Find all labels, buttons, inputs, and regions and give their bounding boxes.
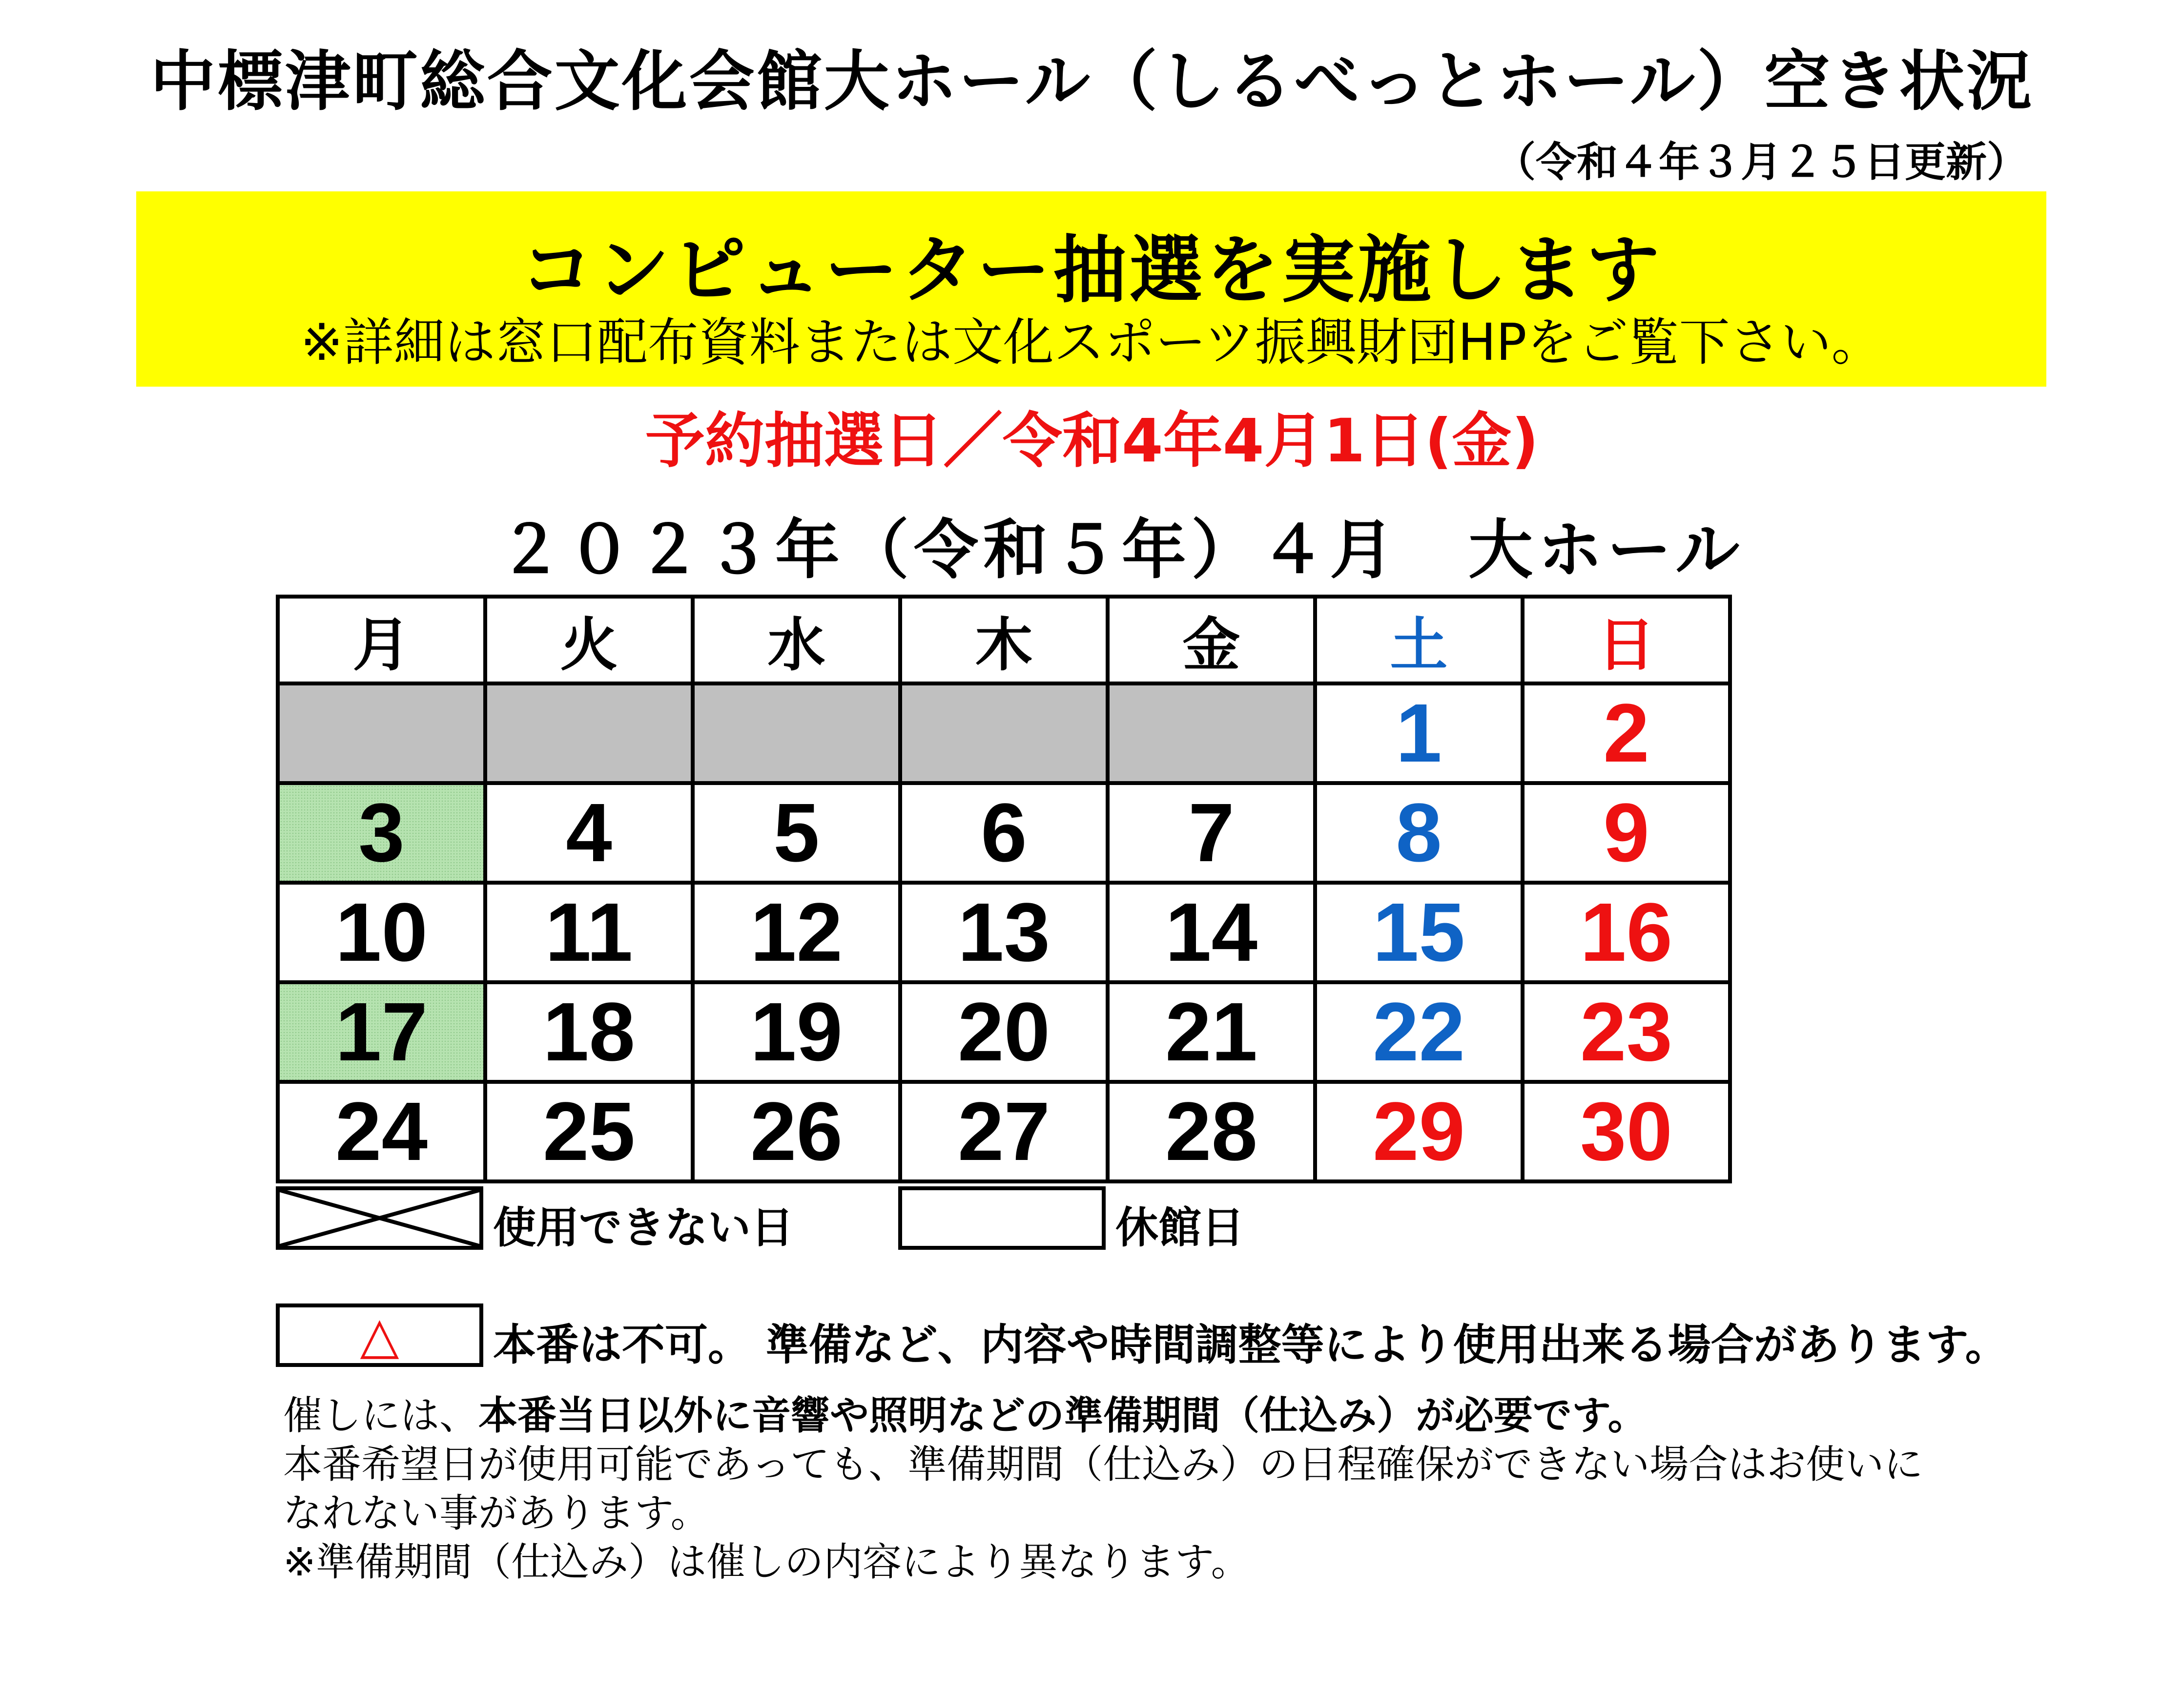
legend-unavailable-swatch <box>276 1186 483 1250</box>
day-cell: 29 <box>1315 1082 1523 1181</box>
calendar-week-row <box>278 1082 1730 1181</box>
day-cell: 18 <box>485 982 693 1082</box>
day-cell: 28 <box>1108 1082 1315 1181</box>
day-cell: 10 <box>278 883 485 982</box>
calendar-week-row <box>278 982 1730 1082</box>
legend-closed-swatch <box>898 1186 1106 1250</box>
empty-day-cell <box>900 683 1108 783</box>
weekday-header: 木 <box>900 597 1108 683</box>
update-date: （令和４年３月２５日更新） <box>1494 138 2028 186</box>
page-title: 中標津町総合文化会館大ホール（しるべっとホール）空き状況 <box>150 43 2034 120</box>
lottery-date: 予約抽選日／令和4年4月1日(金) <box>645 406 1539 476</box>
day-cell: 15 <box>1315 883 1523 982</box>
calendar-title: ２０２３年（令和５年）４月 大ホール <box>498 513 1745 588</box>
day-cell: 3 <box>278 783 485 883</box>
day-cell: 23 <box>1523 982 1730 1082</box>
empty-day-cell <box>278 683 485 783</box>
empty-day-cell <box>1108 683 1315 783</box>
day-cell: 5 <box>693 783 900 883</box>
day-cell: 1 <box>1315 683 1523 783</box>
calendar-table <box>276 595 1732 1183</box>
day-cell: 24 <box>278 1082 485 1181</box>
calendar-week-row <box>278 683 1730 783</box>
weekday-header: 日 <box>1523 597 1730 683</box>
day-cell: 4 <box>485 783 693 883</box>
legend-conditional-label: 本番は不可。 準備など、内容や時間調整等により使用出来る場合があります。 <box>493 1320 2008 1370</box>
day-cell: 7 <box>1108 783 1315 883</box>
empty-day-cell <box>693 683 900 783</box>
day-cell: 22 <box>1315 982 1523 1082</box>
weekday-header-row <box>278 597 1730 683</box>
legend-unavailable-label: 使用できない日 <box>493 1202 794 1253</box>
day-cell: 20 <box>900 982 1108 1082</box>
note-line-4: ※準備期間（仕込み）は催しの内容により異なります。 <box>283 1539 1250 1585</box>
cross-icon <box>280 1190 479 1246</box>
legend-conditional-swatch <box>276 1303 483 1367</box>
day-cell: 12 <box>693 883 900 982</box>
day-cell: 21 <box>1108 982 1315 1082</box>
day-cell: 8 <box>1315 783 1523 883</box>
weekday-header: 金 <box>1108 597 1315 683</box>
day-cell: 6 <box>900 783 1108 883</box>
banner-subtext: ※詳細は窓口配布資料または文化スポーツ振興財団HPをご覧下さい。 <box>300 312 1882 372</box>
note-line-2: 本番希望日が使用可能であっても、準備期間（仕込み）の日程確保ができない場合はお使いに <box>283 1442 1923 1487</box>
day-cell: 30 <box>1523 1082 1730 1181</box>
calendar-week-row <box>278 883 1730 982</box>
banner-headline: コンピューター抽選を実施します <box>520 228 1663 313</box>
notes <box>283 1391 2040 1587</box>
note-line-1: 催しには、本番当日以外に音響や照明などの準備期間（仕込み）が必要です。 <box>283 1393 1647 1438</box>
day-cell: 16 <box>1523 883 1730 982</box>
weekday-header: 土 <box>1315 597 1523 683</box>
day-cell: 19 <box>693 982 900 1082</box>
day-cell: 26 <box>693 1082 900 1181</box>
day-cell: 25 <box>485 1082 693 1181</box>
calendar-week-row <box>278 783 1730 883</box>
day-cell: 2 <box>1523 683 1730 783</box>
legend-closed-label: 休館日 <box>1115 1202 1245 1253</box>
triangle-icon: △ <box>360 1305 399 1365</box>
note-line-3: なれない事があります。 <box>283 1490 710 1536</box>
day-cell: 14 <box>1108 883 1315 982</box>
day-cell: 9 <box>1523 783 1730 883</box>
day-cell: 13 <box>900 883 1108 982</box>
day-cell: 17 <box>278 982 485 1082</box>
day-cell: 11 <box>485 883 693 982</box>
day-cell: 27 <box>900 1082 1108 1181</box>
empty-day-cell <box>485 683 693 783</box>
lottery-banner <box>136 191 2046 387</box>
weekday-header: 月 <box>278 597 485 683</box>
weekday-header: 火 <box>485 597 693 683</box>
weekday-header: 水 <box>693 597 900 683</box>
